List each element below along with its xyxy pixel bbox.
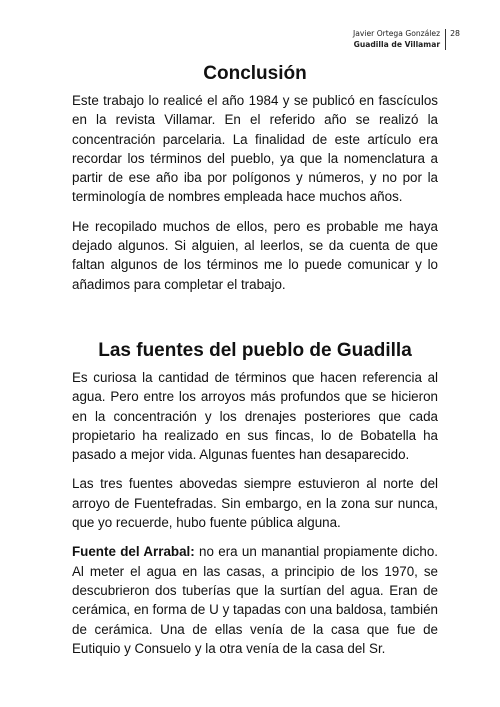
page-body	[72, 60, 438, 668]
header-text-block	[353, 29, 446, 50]
running-header	[353, 29, 460, 50]
header-author: Javier Ortega González	[352, 29, 441, 38]
fuente-arrabal-paragraph	[72, 542, 438, 658]
fuentes-paragraph-2: Las tres fuentes abovedas siempre estuvieron al norte del arroyo de Fuentefradas. Sin embargo, en la zona sur nunca, que yo recuerde, hubo fuente pública alguna.	[72, 476, 438, 531]
page-number: 28	[450, 29, 460, 38]
section-heading-conclusion: Conclusión	[203, 63, 307, 84]
fuente-arrabal-text: no era un manantial propiamente dicho. Al meter el agua en las casas, a principio de los 1970, se descubrieron dos tuberías que la surtían del agua. Eran de cerámica, en forma de U y tapadas con una baldosa, también de cerámica. Una de ellas venía de la casa que fue de Eutiquio y Consuelo y la otra venía de la casa del Sr.	[72, 544, 439, 656]
conclusion-paragraph-2: He recopilado muchos de ellos, pero es probable me haya dejado algunos. Si alguien, al leerlos, se da cuenta de que faltan algunos de los términos me lo puede comunicar y lo añadimos para completar el trabajo.	[72, 218, 438, 292]
fuente-arrabal-lead: Fuente del Arrabal:	[72, 544, 195, 560]
section-heading-fuentes: Las fuentes del pueblo de Guadilla	[98, 339, 412, 361]
fuentes-paragraph-1: Es curiosa la cantidad de términos que hacen referencia al agua. Pero entre los arroyos más profundos que se hicieron en la concentración y los drenajes posteriores que cada propietario ha realizado en sus fincas, lo de Bobatella ha pasado a mejor vida. Algunas fuentes han desaparecido.	[72, 369, 438, 463]
conclusion-paragraph-1: Este trabajo lo realicé el año 1984 y se publicó en fascículos en la revista Villamar. En el referido año se realizó la concentración parcelaria. La finalidad de este artículo era recordar los términos del pueblo, ya que la nomenclatura a partir de ese año iba por polígonos y números, y no por la terminología de nombres empleada hace muchos años.	[72, 93, 438, 205]
header-book-title: Guadilla de Villamar	[353, 39, 441, 49]
